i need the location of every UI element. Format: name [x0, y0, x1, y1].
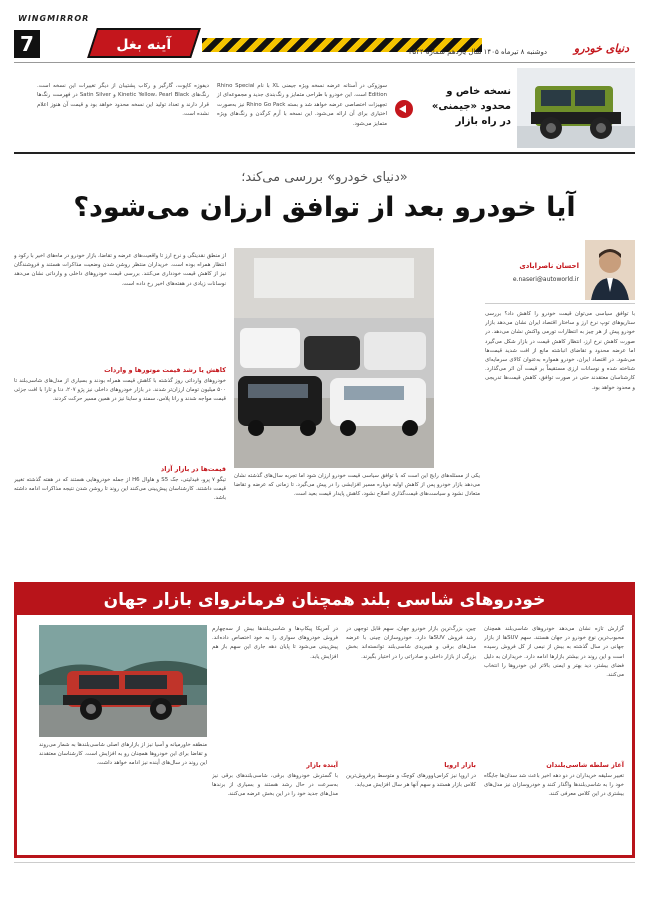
feature-b-text-1: چین، بزرگ‌ترین بازار خودرو جهان، سهم قابل توجهی در رشد فروش SUVها دارد. خودروسازان چینی با عرضه مدل‌های برقی و هیبریدی شاسی‌بلند توانسته‌اند بخش بزرگی از بازار داخلی و صادراتی را در اختیار بگیرند. [346, 626, 476, 660]
article-left-text-3: تیگو ۷ پرو، فیدلیتی، جک S5 و هاوال H6 از جمله خودروهایی هستند که در هفته گذشته تغییر قیمت داشتند. کارشناسان پیش‌بینی می‌کنند این روند تا روشن شدن نتیجه مذاکرات ادامه داشته باشد. [14, 477, 226, 502]
feature-a-text-2: تغییر سلیقه خریداران در دو دهه اخیر باعث شد سدان‌ها جایگاه خود را به شاسی‌بلندها واگذار کنند و خودروسازان نیز مدل‌های بیشتری در این کلاس معرفی کنند. [484, 773, 624, 798]
feature-a-text-1: گزارش تازه نشان می‌دهد خودروهای شاسی‌بلند همچنان محبوب‌ترین نوع خودرو در جهان هستند. سهم SUVها از بازار جهانی در سال گذشته به بیش از نیمی از کل فروش رسیده است و این روند در بیشتر بازارها ادامه دارد. خریداران به دلیل فضای بیشتر، دید بهتر و ایمنی بالاتر این خودروها را انتخاب می‌کنند. [484, 626, 624, 679]
feature-b-text-2: در اروپا نیز کراس‌اوورهای کوچک و متوسط پرفروش‌ترین کلاس بازار هستند و سهم آنها هر سال افزایش می‌یابد. [346, 773, 476, 789]
divider [14, 152, 635, 154]
article-column-mid: یکی از مسئله‌های رایج این است که با توافق سیاسی قیمت خودرو ارزان شود اما تجربه سال‌های گذشته نشان می‌دهد بازار خودرو پس از کاهش اولیه دوباره مسیر افزایشی را در پیش می‌گیرد. تا زمانی که عرضه و تقاضا متعادل نشود و سیاست‌های قیمت‌گذاری اصلاح نشود، کاهش پایدار قیمت بعید است. [234, 473, 480, 498]
section-tab [87, 28, 201, 58]
author-email: e.naseri@autoworld.ir [512, 276, 579, 283]
author-box [485, 240, 635, 304]
article-subhead-1: کاهش یا رشد قیمت موتورها و واردات [104, 366, 226, 374]
feature-column-a [484, 625, 624, 851]
section-title: آینه بغل [115, 37, 171, 53]
wingmirror-logo: WINGMIRROR [18, 14, 90, 23]
masthead-rule [14, 62, 635, 63]
feature-headline: خودروهای شاسی بلند همچنان فرمانروای بازار جهان [17, 585, 632, 615]
feature-c-text-1: در آمریکا پیکاپ‌ها و شاسی‌بلندها بیش از سه‌چهارم فروش خودروهای سواری را به خود اختصاص داده‌اند. پیش‌بینی می‌شود تا پایان دهه جاری این سهم باز هم افزایش یابد. [212, 626, 338, 660]
brand-logo: دنیای خودرو [573, 42, 629, 55]
article-subhead-2: قیمت‌ها در بازار آزاد [160, 465, 226, 473]
author-name: احسان ناصرابادی [519, 262, 579, 270]
feature-subhead-c: آینده بازار [306, 761, 338, 769]
author-photo [585, 240, 635, 300]
feature-column-b [346, 625, 476, 851]
suv-photo [39, 625, 207, 737]
feature-box [14, 582, 635, 858]
arrow-icon [395, 100, 413, 118]
jimny-photo [517, 68, 635, 148]
feature-column-d: منطقه خاورمیانه و آسیا نیز از بازارهای اصلی شاسی‌بلندها به شمار می‌روند و تقاضا برای این خودروها همچنان رو به افزایش است. کارشناسان معتقدند این روند در سال‌های آینده نیز ادامه خواهد داشت. [39, 742, 207, 767]
article-left-text-1: از منطق نقدینگی و نرخ ارز تا واقعیت‌های عرضه و تقاضا، بازار خودرو در ماه‌های اخیر با رکود و انتظار همراه بوده است. خریداران منتظر روشن شدن وضعیت مذاکرات هستند و فروشندگان نیز از کاهش قیمت خودداری می‌کنند. بررسی قیمت خودروهای داخلی و وارداتی نشان می‌دهد نوسانات زیادی در هفته‌های اخیر رخ داده است. [14, 253, 226, 287]
feature-subhead-b: بازار اروپا [444, 761, 476, 769]
article-headline: آیا خودرو بعد از توافق ارزان می‌شود؟ [73, 192, 576, 223]
feature-column-c [212, 625, 338, 851]
footer-rule [14, 862, 635, 863]
top-news-text-2: دیفوزه کاپوت، گارگیر و رکاب پشتیبان از دیگر تغییرات این نسخه است. رنگ‌های Kinetic Yellow، Pearl Black و Satin Silver در فهرست رنگ‌ها قرار دارند و تعداد تولید این نسخه محدود خواهد بود و قیمت آن هنوز اعلام نشده است. [37, 83, 209, 118]
top-news [14, 68, 635, 150]
feature-c-text-2: با گسترش خودروهای برقی، شاسی‌بلندهای برقی نیز به‌سرعت در حال رشد هستند و بسیاری از برندها مدل‌های جدید خود را در این بخش عرضه می‌کنند. [212, 773, 338, 798]
article-column-left [14, 252, 226, 572]
article-kicker: «دنیای خودرو» بررسی می‌کند؛ [241, 170, 408, 185]
car-dealership-photo [234, 248, 434, 468]
feature-subhead-a: آغاز سلطه شاسی‌بلندان [546, 761, 624, 769]
page-number: 7 [14, 30, 40, 58]
article-column-right: با توافق سیاسی می‌توان قیمت خودرو را کاهش داد؟ بررسی سناریوهای توپ نرخ ارز و ساختار اقتصاد ایران نشان می‌دهد بازار خودرو پیش از هر چیز به انتظارات تورمی واکنش نشان می‌دهد. در صورت کاهش نرخ ارز، انتظار کاهش قیمت در بازار شکل می‌گیرد اما عرضه محدود و تقاضای انباشته مانع از افت شدید قیمت‌ها می‌شود. در اقتصاد ایران، خودرو همواره به‌عنوان کالای سرمایه‌ای شناخته شده و نوسانات ارزی مستقیماً بر قیمت آن اثر می‌گذارد. کارشناسان معتقدند حتی در صورت توافق، کاهش قیمت‌ها تدریجی و محدود خواهد بود. [485, 311, 635, 391]
issue-line: دوشنبه ۸ تیرماه ۱۴۰۵ سال یازدهم شماره ۲۵۴۴ [408, 48, 547, 56]
top-news-title: نسخه خاص و محدود «جیمنی» در راه بازار [431, 86, 511, 127]
masthead [14, 14, 635, 64]
top-news-text-1: سوزوکی در آستانه عرضه نسخه ویژه جیمنی XL با نام Rhino Special Edition است. این خودرو با طراحی متمایز و رنگ‌بندی جدید و مجموعه‌ای از تجهیزات اختصاصی عرضه خواهد شد و بسته Rhino Go Pack نیز به‌صورت اختیاری برای آن ارائه می‌شود. این نسخه با آرم کرگدن و رنگ‌های ویژه متمایز می‌شود. [217, 83, 387, 127]
article-left-text-2: خودروهای وارداتی روز گذشته با کاهش قیمت همراه بودند و بسیاری از مدل‌های شاسی‌بلند تا ۵۰۰ میلیون تومان ارزان‌تر شدند. در بازار خودروهای داخلی نیز پژو ۲۰۷، دنا و تارا با افت جزئی قیمت مواجه شدند و رانا پلاس، سمند و ساینا نیز در همین مسیر حرکت کردند. [14, 378, 226, 403]
